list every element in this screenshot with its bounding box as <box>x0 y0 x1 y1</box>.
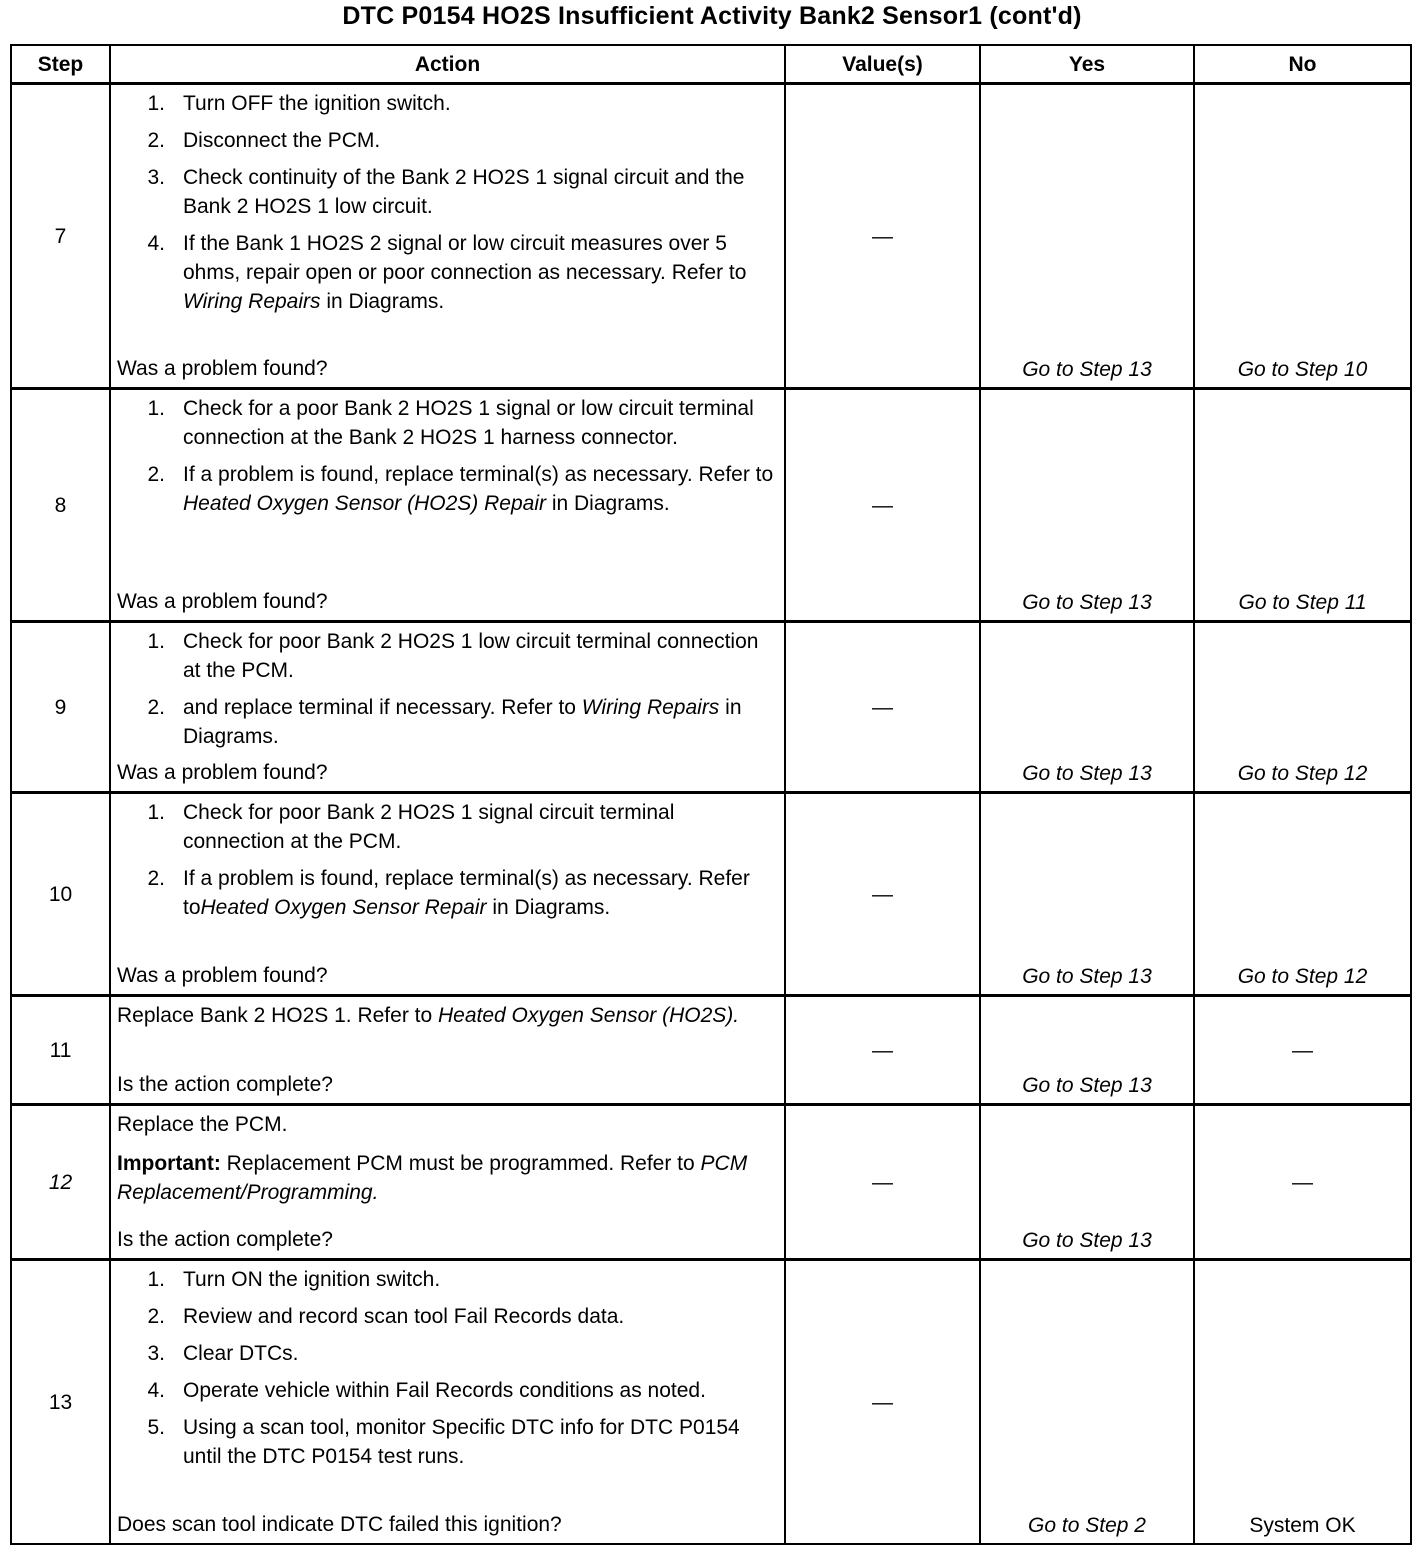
value-cell: — <box>785 793 980 996</box>
yes-cell <box>980 389 1194 622</box>
value-cell: — <box>785 622 980 793</box>
action-cell <box>110 996 785 1105</box>
yes-cell <box>980 84 1194 389</box>
question-text: Is the action complete? <box>117 1073 333 1096</box>
action-cell <box>110 389 785 622</box>
table-row <box>11 1105 1411 1260</box>
yes-link: Go to Step 13 <box>1022 358 1152 381</box>
yes-link: Go to Step 13 <box>1022 762 1152 785</box>
table-row <box>11 793 1411 996</box>
yes-cell <box>980 1260 1194 1545</box>
list-item: 4. Operate vehicle within Fail Records conditions as noted. <box>147 1379 706 1402</box>
step-number: 10 <box>11 793 110 996</box>
no-link: Go to Step 12 <box>1237 965 1368 988</box>
yes-link: Go to Step 13 <box>1022 965 1152 988</box>
yes-link: Go to Step 13 <box>1022 591 1152 614</box>
header-action: Action <box>110 45 785 84</box>
value-cell: — <box>785 84 980 389</box>
value-cell: — <box>785 996 980 1105</box>
yes-cell <box>980 1105 1194 1260</box>
list-item: 1. Check for poor Bank 2 HO2S 1 low circuit terminal connection at the PCM. <box>147 630 759 682</box>
no-link: Go to Step 12 <box>1237 762 1368 785</box>
value-cell: — <box>785 1105 980 1260</box>
question-text: Was a problem found? <box>117 357 328 380</box>
no-cell: — <box>1194 996 1411 1105</box>
table-row <box>11 389 1411 622</box>
step-number: 11 <box>11 996 110 1105</box>
header-no: No <box>1194 45 1411 84</box>
yes-cell <box>980 996 1194 1105</box>
table-row <box>11 84 1411 389</box>
diagnostic-table <box>10 44 1412 1545</box>
question-text: Does scan tool indicate DTC failed this ignition? <box>117 1513 562 1536</box>
important-note: Important: Replacement PCM must be programmed. Refer to PCM Replacement/Programming. <box>117 1152 748 1204</box>
no-cell <box>1194 622 1411 793</box>
yes-cell <box>980 793 1194 996</box>
yes-cell <box>980 622 1194 793</box>
list-item: 5. Using a scan tool, monitor Specific DTC info for DTC P0154 until the DTC P0154 test runs. <box>147 1416 740 1468</box>
list-item: 4. If the Bank 1 HO2S 2 signal or low circuit measures over 5 ohms, repair open or poor connection as necessary. Refer to Wiring Repairs in Diagrams. <box>147 232 747 313</box>
action-cell <box>110 622 785 793</box>
list-item: 2. Review and record scan tool Fail Records data. <box>147 1305 625 1328</box>
header-step: Step <box>11 45 110 84</box>
no-link: Go to Step 11 <box>1238 591 1367 614</box>
list-item: 1. Turn OFF the ignition switch. <box>147 92 451 115</box>
no-link: System OK <box>1249 1514 1356 1537</box>
question-text: Is the action complete? <box>117 1228 333 1251</box>
action-cell <box>110 84 785 389</box>
list-item: 1. Check for poor Bank 2 HO2S 1 signal circuit terminal connection at the PCM. <box>147 801 675 853</box>
list-item: 3. Check continuity of the Bank 2 HO2S 1 signal circuit and the Bank 2 HO2S 1 low circuit. <box>147 166 745 218</box>
step-number: 9 <box>11 622 110 793</box>
no-cell: — <box>1194 1105 1411 1260</box>
list-item: 1. Turn ON the ignition switch. <box>147 1268 441 1291</box>
list-item: 2. If a problem is found, replace terminal(s) as necessary. Refer toHeated Oxygen Sensor Repair in Diagrams. <box>147 867 750 919</box>
action-cell <box>110 1260 785 1545</box>
table-row <box>11 996 1411 1105</box>
step-number: 7 <box>11 84 110 389</box>
list-item: 1. Check for a poor Bank 2 HO2S 1 signal or low circuit terminal connection at the Bank 2 HO2S 1 harness connector. <box>147 397 754 449</box>
question-text: Was a problem found? <box>117 964 328 987</box>
list-item: 2. Disconnect the PCM. <box>147 129 381 152</box>
list-item: 2. and replace terminal if necessary. Refer to Wiring Repairs in Diagrams. <box>147 696 742 748</box>
value-cell: — <box>785 1260 980 1545</box>
step-number: 8 <box>11 389 110 622</box>
value-cell: — <box>785 389 980 622</box>
no-cell <box>1194 1260 1411 1545</box>
header-values: Value(s) <box>785 45 980 84</box>
table-header-row <box>11 45 1411 84</box>
action-text: Replace the PCM. <box>117 1113 288 1136</box>
yes-link: Go to Step 13 <box>1022 1074 1152 1097</box>
yes-link: Go to Step 2 <box>1028 1514 1146 1537</box>
action-cell <box>110 793 785 996</box>
no-link: Go to Step 10 <box>1237 358 1368 381</box>
no-cell <box>1194 84 1411 389</box>
no-cell <box>1194 793 1411 996</box>
action-cell <box>110 1105 785 1260</box>
question-text: Was a problem found? <box>117 590 328 613</box>
header-yes: Yes <box>980 45 1194 84</box>
table-row <box>11 1260 1411 1545</box>
no-cell <box>1194 389 1411 622</box>
question-text: Was a problem found? <box>117 761 328 784</box>
action-text: Replace Bank 2 HO2S 1. Refer to Heated Oxygen Sensor (HO2S). <box>117 1004 740 1027</box>
table-row <box>11 622 1411 793</box>
list-item: 2. If a problem is found, replace terminal(s) as necessary. Refer to Heated Oxygen Sensor (HO2S) Repair in Diagrams. <box>147 463 774 515</box>
yes-link: Go to Step 13 <box>1022 1229 1152 1252</box>
step-number: 13 <box>11 1260 110 1545</box>
page-title: DTC P0154 HO2S Insufficient Activity Bank2 Sensor1 (cont'd) <box>342 2 1082 30</box>
list-item: 3. Clear DTCs. <box>147 1342 299 1365</box>
step-number: 12 <box>11 1105 110 1260</box>
